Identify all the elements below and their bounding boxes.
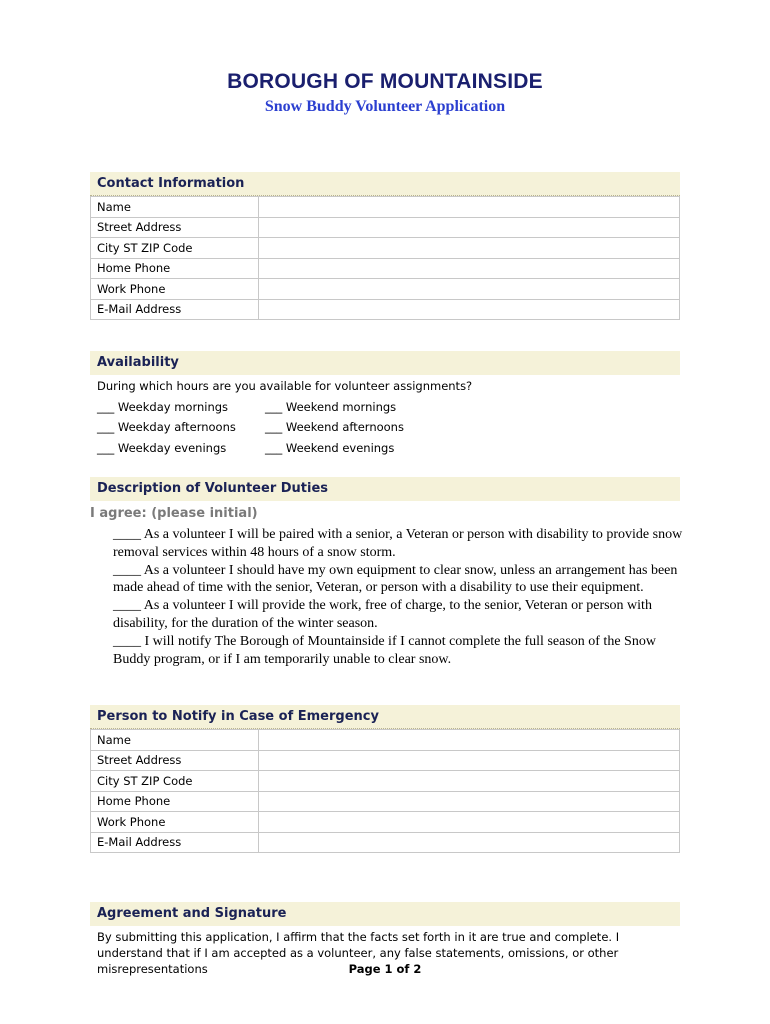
emergency-row <box>91 771 680 792</box>
emergency-row <box>91 730 680 751</box>
contact-field-input[interactable] <box>259 299 680 320</box>
contact-row <box>91 197 680 218</box>
contact-table <box>90 196 680 320</box>
option-weekday-afternoons[interactable]: ___ Weekday afternoons <box>97 420 236 434</box>
duties-list <box>113 526 683 668</box>
page-number: Page 1 of 2 <box>348 962 422 976</box>
emergency-row <box>91 791 680 812</box>
emergency-section-heading: Person to Notify in Case of Emergency <box>90 705 680 729</box>
contact-row <box>91 279 680 300</box>
emergency-field-input[interactable] <box>259 771 680 792</box>
emergency-field-input[interactable] <box>259 832 680 853</box>
option-weekday-evenings[interactable]: ___ Weekday evenings <box>97 441 227 455</box>
contact-field-label: E-Mail Address <box>91 299 259 320</box>
contact-row <box>91 299 680 320</box>
emergency-field-input[interactable] <box>259 750 680 771</box>
emergency-field-label: Work Phone <box>91 812 259 833</box>
duty-item-equipment: ____ As a volunteer I should have my own equipment to clear snow, unless an arrangement has been made ahead of time with the senior, Veteran, or person with a disability to use their equipment. <box>113 562 678 596</box>
contact-field-label: Home Phone <box>91 258 259 279</box>
contact-field-label: City ST ZIP Code <box>91 238 259 259</box>
emergency-field-label: City ST ZIP Code <box>91 771 259 792</box>
emergency-field-label: Street Address <box>91 750 259 771</box>
contact-field-input[interactable] <box>259 197 680 218</box>
contact-section-heading: Contact Information <box>90 172 680 196</box>
duty-item-notify: ____ I will notify The Borough of Mountainside if I cannot complete the full season of the Snow Buddy program, or if I am temporarily unable to clear snow. <box>113 633 656 667</box>
contact-field-label: Work Phone <box>91 279 259 300</box>
contact-row <box>91 258 680 279</box>
emergency-field-label: E-Mail Address <box>91 832 259 853</box>
availability-section-heading: Availability <box>90 351 680 375</box>
emergency-field-input[interactable] <box>259 791 680 812</box>
contact-field-label: Street Address <box>91 217 259 238</box>
option-weekday-mornings[interactable]: ___ Weekday mornings <box>97 400 229 414</box>
option-weekend-afternoons[interactable]: ___ Weekend afternoons <box>265 420 404 434</box>
emergency-row <box>91 832 680 853</box>
emergency-field-label: Name <box>91 730 259 751</box>
emergency-row <box>91 812 680 833</box>
contact-field-label: Name <box>91 197 259 218</box>
duties-section-heading: Description of Volunteer Duties <box>90 477 680 501</box>
contact-row <box>91 238 680 259</box>
contact-field-input[interactable] <box>259 258 680 279</box>
availability-question: During which hours are you available for volunteer assignments? <box>97 379 473 393</box>
document-title: BOROUGH OF MOUNTAINSIDE <box>227 70 543 93</box>
emergency-row <box>91 750 680 771</box>
contact-field-input[interactable] <box>259 238 680 259</box>
agree-label: I agree: (please initial) <box>90 506 258 521</box>
emergency-field-input[interactable] <box>259 812 680 833</box>
duty-item-free-of-charge: ____ As a volunteer I will provide the work, free of charge, to the senior, Veteran or person with disability, for the duration of the winter season. <box>113 598 652 631</box>
emergency-field-label: Home Phone <box>91 791 259 812</box>
contact-field-input[interactable] <box>259 279 680 300</box>
contact-row <box>91 217 680 238</box>
agreement-section-heading: Agreement and Signature <box>90 902 680 926</box>
duty-item-pairing: ____ As a volunteer I will be paired with a senior, a Veteran or person with disability to provide snow removal services within 48 hours of a snow storm. <box>113 527 683 560</box>
emergency-table <box>90 729 680 853</box>
document-subtitle: Snow Buddy Volunteer Application <box>264 98 506 115</box>
option-weekend-evenings[interactable]: ___ Weekend evenings <box>265 441 395 455</box>
emergency-field-input[interactable] <box>259 730 680 751</box>
contact-field-input[interactable] <box>259 217 680 238</box>
agreement-text: By submitting this application, I affirm that the facts set forth in it are true and complete. I understand that if I am accepted as a volunteer, any false statements, omissions, or other misrepresentations <box>97 930 620 976</box>
option-weekend-mornings[interactable]: ___ Weekend mornings <box>265 400 397 414</box>
